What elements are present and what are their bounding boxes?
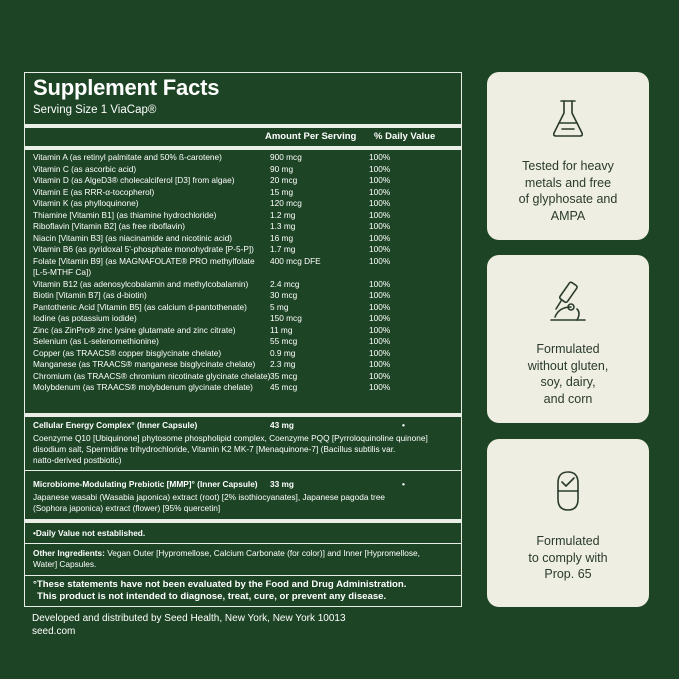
nutrient-dv: 100% bbox=[369, 347, 391, 358]
nutrient-amount: 15 mg bbox=[270, 186, 294, 197]
nutrient-row bbox=[33, 348, 453, 359]
nutrient-amount: 0.9 mg bbox=[270, 347, 296, 358]
card-line: Tested for heavy bbox=[522, 159, 614, 173]
nutrient-name: Manganese (as TRAACS® manganese bisglycinate chelate) bbox=[33, 359, 256, 369]
card-text bbox=[493, 158, 643, 224]
complex-energy-desc-line: disodium salt, Spermidine trihydrochloride, Vitamin K2 MK-7 [Menaquinone-7] (Bacillus subtilis var. bbox=[33, 444, 396, 454]
card-line: and corn bbox=[543, 391, 593, 406]
nutrient-amount: 5 mg bbox=[270, 301, 289, 312]
nutrient-amount: 1.2 mg bbox=[270, 209, 296, 220]
nutrient-amount: 400 mcg DFE bbox=[270, 255, 321, 266]
nutrient-name: Vitamin E (as RRR-α-tocopherol) bbox=[33, 186, 155, 197]
capsule-check-icon bbox=[553, 469, 583, 518]
nutrient-amount: 1.7 mg bbox=[270, 244, 296, 254]
nutrient-name: Pantothenic Acid [Vitamin B5] (as calcium d-pantothenate) bbox=[33, 301, 247, 312]
nutrient-name: Biotin [Vitamin B7] (as d-biotin) bbox=[33, 290, 147, 300]
nutrient-row bbox=[33, 221, 453, 232]
nutrient-row bbox=[33, 198, 453, 209]
card-line: metals and free bbox=[524, 175, 612, 190]
divider-thick bbox=[25, 146, 461, 150]
nutrient-name: Riboflavin [Vitamin B2] (as free riboflavin) bbox=[33, 221, 186, 231]
divider-thin bbox=[25, 575, 461, 576]
nutrient-amount: 16 mg bbox=[270, 232, 294, 243]
nutrient-name: Vitamin C (as ascorbic acid) bbox=[33, 163, 137, 174]
nutrient-amount: 30 mcg bbox=[270, 290, 298, 300]
col-header-dv: % Daily Value bbox=[374, 131, 436, 142]
nutrient-name: Niacin [Vitamin B3] (as niacinamide and nicotinic acid) bbox=[33, 232, 233, 243]
complex-energy-desc-line: natto-derived postbiotic) bbox=[33, 455, 122, 465]
nutrient-amount: 55 mcg bbox=[270, 336, 298, 346]
nutrient-row bbox=[33, 256, 453, 267]
feature-card-heavy-metals bbox=[487, 72, 649, 240]
nutrient-row bbox=[33, 290, 453, 301]
nutrient-row bbox=[33, 371, 453, 382]
nutrient-amount: 11 mg bbox=[270, 324, 293, 335]
complex-energy-desc bbox=[33, 433, 453, 466]
nutrient-amount: 90 mg bbox=[270, 163, 294, 174]
card-line: without gluten, bbox=[527, 358, 609, 373]
nutrient-name: Thiamine [Vitamin B1] (as thiamine hydrochloride) bbox=[33, 209, 217, 220]
card-line: Formulated bbox=[536, 342, 600, 356]
nutrient-name: Folate [Vitamin B9] (as MAGNAFOLATE® PRO methylfolate bbox=[33, 255, 255, 266]
microscope-icon bbox=[547, 279, 589, 328]
card-line: soy, dairy, bbox=[540, 375, 596, 389]
other-ingredients-text: Vegan Outer [Hypromellose, Calcium Carbonate (for color)] and Inner [Hypromellose, bbox=[104, 548, 420, 558]
nutrient-amount: 120 mcg bbox=[270, 198, 302, 208]
feature-card-prop65 bbox=[487, 439, 649, 607]
nutrient-name: Chromium (as TRAACS® chromium nicotinate glycinate chelate) bbox=[33, 370, 271, 381]
nutrient-dv: 100% bbox=[369, 221, 391, 231]
nutrient-row bbox=[33, 279, 453, 290]
nutrient-dv: 100% bbox=[369, 359, 391, 369]
nutrient-dv: 100% bbox=[369, 232, 391, 243]
complex-prebiotic-desc bbox=[33, 492, 453, 514]
nutrient-dv: 100% bbox=[369, 175, 391, 185]
nutrient-dv: 100% bbox=[369, 290, 391, 300]
nutrient-dv: 100% bbox=[369, 324, 391, 335]
complex-prebiotic-row bbox=[33, 479, 453, 490]
nutrient-name: Vitamin A (as retinyl palmitate and 50% ß-carotene) bbox=[33, 152, 222, 162]
card-line: Prop. 65 bbox=[544, 567, 592, 581]
nutrient-dv: 100% bbox=[369, 163, 391, 174]
nutrient-dv: 100% bbox=[369, 301, 391, 312]
complex-energy-name: Cellular Energy Complex° (Inner Capsule) bbox=[33, 420, 198, 430]
flask-icon bbox=[550, 98, 586, 143]
nutrient-name: Vitamin B6 (as pyridoxal 5'-phosphate monohydrate [P-5-P]) bbox=[33, 244, 254, 254]
nutrient-name: Iodine (as potassium iodide) bbox=[33, 313, 137, 323]
other-ingredients-label: Other Ingredients: bbox=[33, 548, 105, 558]
nutrient-name: Copper (as TRAACS® copper bisglycinate chelate) bbox=[33, 347, 222, 358]
nutrient-row bbox=[33, 210, 453, 221]
footer-website: seed.com bbox=[32, 626, 76, 637]
divider-thin bbox=[25, 543, 461, 544]
nutrient-row bbox=[33, 175, 453, 186]
fda-disclaimer bbox=[33, 579, 453, 603]
nutrient-amount: 1.3 mg bbox=[270, 221, 296, 231]
nutrient-amount: 45 mcg bbox=[270, 382, 298, 392]
nutrient-row bbox=[33, 164, 453, 175]
card-line: AMPA bbox=[550, 208, 586, 223]
nutrient-dv: 100% bbox=[369, 244, 391, 254]
dv-note: •Daily Value not established. bbox=[33, 528, 146, 538]
complex-energy-row bbox=[33, 420, 453, 431]
card-text bbox=[493, 533, 643, 583]
col-header-amount: Amount Per Serving bbox=[265, 131, 357, 142]
other-ingredients bbox=[33, 548, 453, 570]
complex-prebiotic-amount: 33 mg bbox=[270, 479, 294, 489]
other-ingredients-text-2: Water] Capsules. bbox=[33, 559, 97, 569]
nutrient-amount: 900 mcg bbox=[270, 152, 302, 162]
nutrient-dv: 100% bbox=[369, 278, 391, 289]
complex-prebiotic-desc-line: Japanese wasabi (Wasabia japonica) extract (root) [2% isothiocyanates], Japanese pagoda tree bbox=[33, 492, 386, 502]
nutrient-name: Zinc (as ZinPro® zinc lysine glutamate and zinc citrate) bbox=[33, 324, 236, 335]
nutrient-dv: 100% bbox=[369, 186, 391, 197]
nutrient-name: Vitamin D (as AlgeD3® cholecalciferol [D3] from algae) bbox=[33, 175, 235, 185]
nutrient-dv: 100% bbox=[369, 336, 391, 346]
card-text bbox=[493, 341, 643, 407]
card-line: Formulated bbox=[536, 534, 600, 548]
complex-prebiotic-name: Microbiome-Modulating Prebiotic [MMP]° (Inner Capsule) bbox=[33, 479, 258, 489]
nutrient-name: Vitamin B12 (as adenosylcobalamin and methylcobalamin) bbox=[33, 278, 249, 289]
nutrient-row bbox=[33, 336, 453, 347]
nutrient-row bbox=[33, 325, 453, 336]
card-line: of glyphosate and bbox=[518, 192, 618, 206]
nutrient-name: Selenium (as L-selenomethionine) bbox=[33, 336, 159, 346]
divider-thick bbox=[25, 124, 461, 128]
supplement-facts-panel bbox=[24, 72, 462, 607]
nutrient-row bbox=[33, 359, 453, 370]
nutrient-amount: 35 mcg bbox=[270, 370, 298, 381]
nutrient-row bbox=[33, 267, 453, 278]
nutrient-dv: 100% bbox=[369, 209, 391, 220]
nutrient-dv: 100% bbox=[369, 198, 391, 208]
complex-energy-desc-line: Coenzyme Q10 [Ubiquinone] phytosome phospholipid complex, Coenzyme PQQ [Pyrroloquinoline quinone] bbox=[33, 433, 428, 443]
nutrient-amount: 2.4 mcg bbox=[270, 278, 300, 289]
nutrient-name: Molybdenum (as TRAACS® molybdenum glycinate chelate) bbox=[33, 382, 253, 392]
nutrient-dv: 100% bbox=[369, 152, 391, 162]
nutrient-row bbox=[33, 233, 453, 244]
nutrient-dv: 100% bbox=[369, 370, 391, 381]
nutrient-amount: 20 mcg bbox=[270, 175, 298, 185]
divider-thick bbox=[25, 519, 461, 523]
divider-thin bbox=[25, 470, 461, 471]
nutrient-amount: 2.3 mg bbox=[270, 359, 296, 369]
nutrient-row bbox=[33, 244, 453, 255]
complex-prebiotic-desc-line: (Sophora japonica) extract (flower) [95% quercetin] bbox=[33, 503, 221, 513]
divider-thick bbox=[25, 413, 461, 417]
disclaimer-line-2: This product is not intended to diagnose, treat, cure, or prevent any disease. bbox=[37, 591, 387, 602]
nutrient-dv: 100% bbox=[369, 313, 391, 323]
nutrient-dv: 100% bbox=[369, 382, 391, 392]
nutrient-dv: 100% bbox=[369, 255, 391, 266]
nutrient-amount: 150 mcg bbox=[270, 313, 302, 323]
nutrient-row bbox=[33, 152, 453, 163]
footer-distributor: Developed and distributed by Seed Health, New York, New York 10013 bbox=[32, 613, 346, 624]
nutrient-row bbox=[33, 302, 453, 313]
feature-card-allergen-free bbox=[487, 255, 649, 423]
complex-prebiotic-dv: • bbox=[402, 479, 405, 489]
disclaimer-line-1: °These statements have not been evaluated by the Food and Drug Administration. bbox=[33, 579, 407, 590]
footer bbox=[32, 612, 346, 638]
nutrient-row bbox=[33, 187, 453, 198]
card-line: to comply with bbox=[528, 550, 608, 565]
complex-energy-amount: 43 mg bbox=[270, 420, 294, 430]
nutrient-row bbox=[33, 313, 453, 324]
serving-size: Serving Size 1 ViaCap® bbox=[33, 104, 157, 116]
complex-energy-dv: • bbox=[402, 420, 405, 430]
nutrient-name: Vitamin K (as phylloquinone) bbox=[33, 198, 139, 208]
facts-title: Supplement Facts bbox=[33, 75, 220, 100]
nutrient-name: [L-5-MTHF Ca]) bbox=[33, 267, 92, 277]
nutrient-row bbox=[33, 382, 453, 393]
